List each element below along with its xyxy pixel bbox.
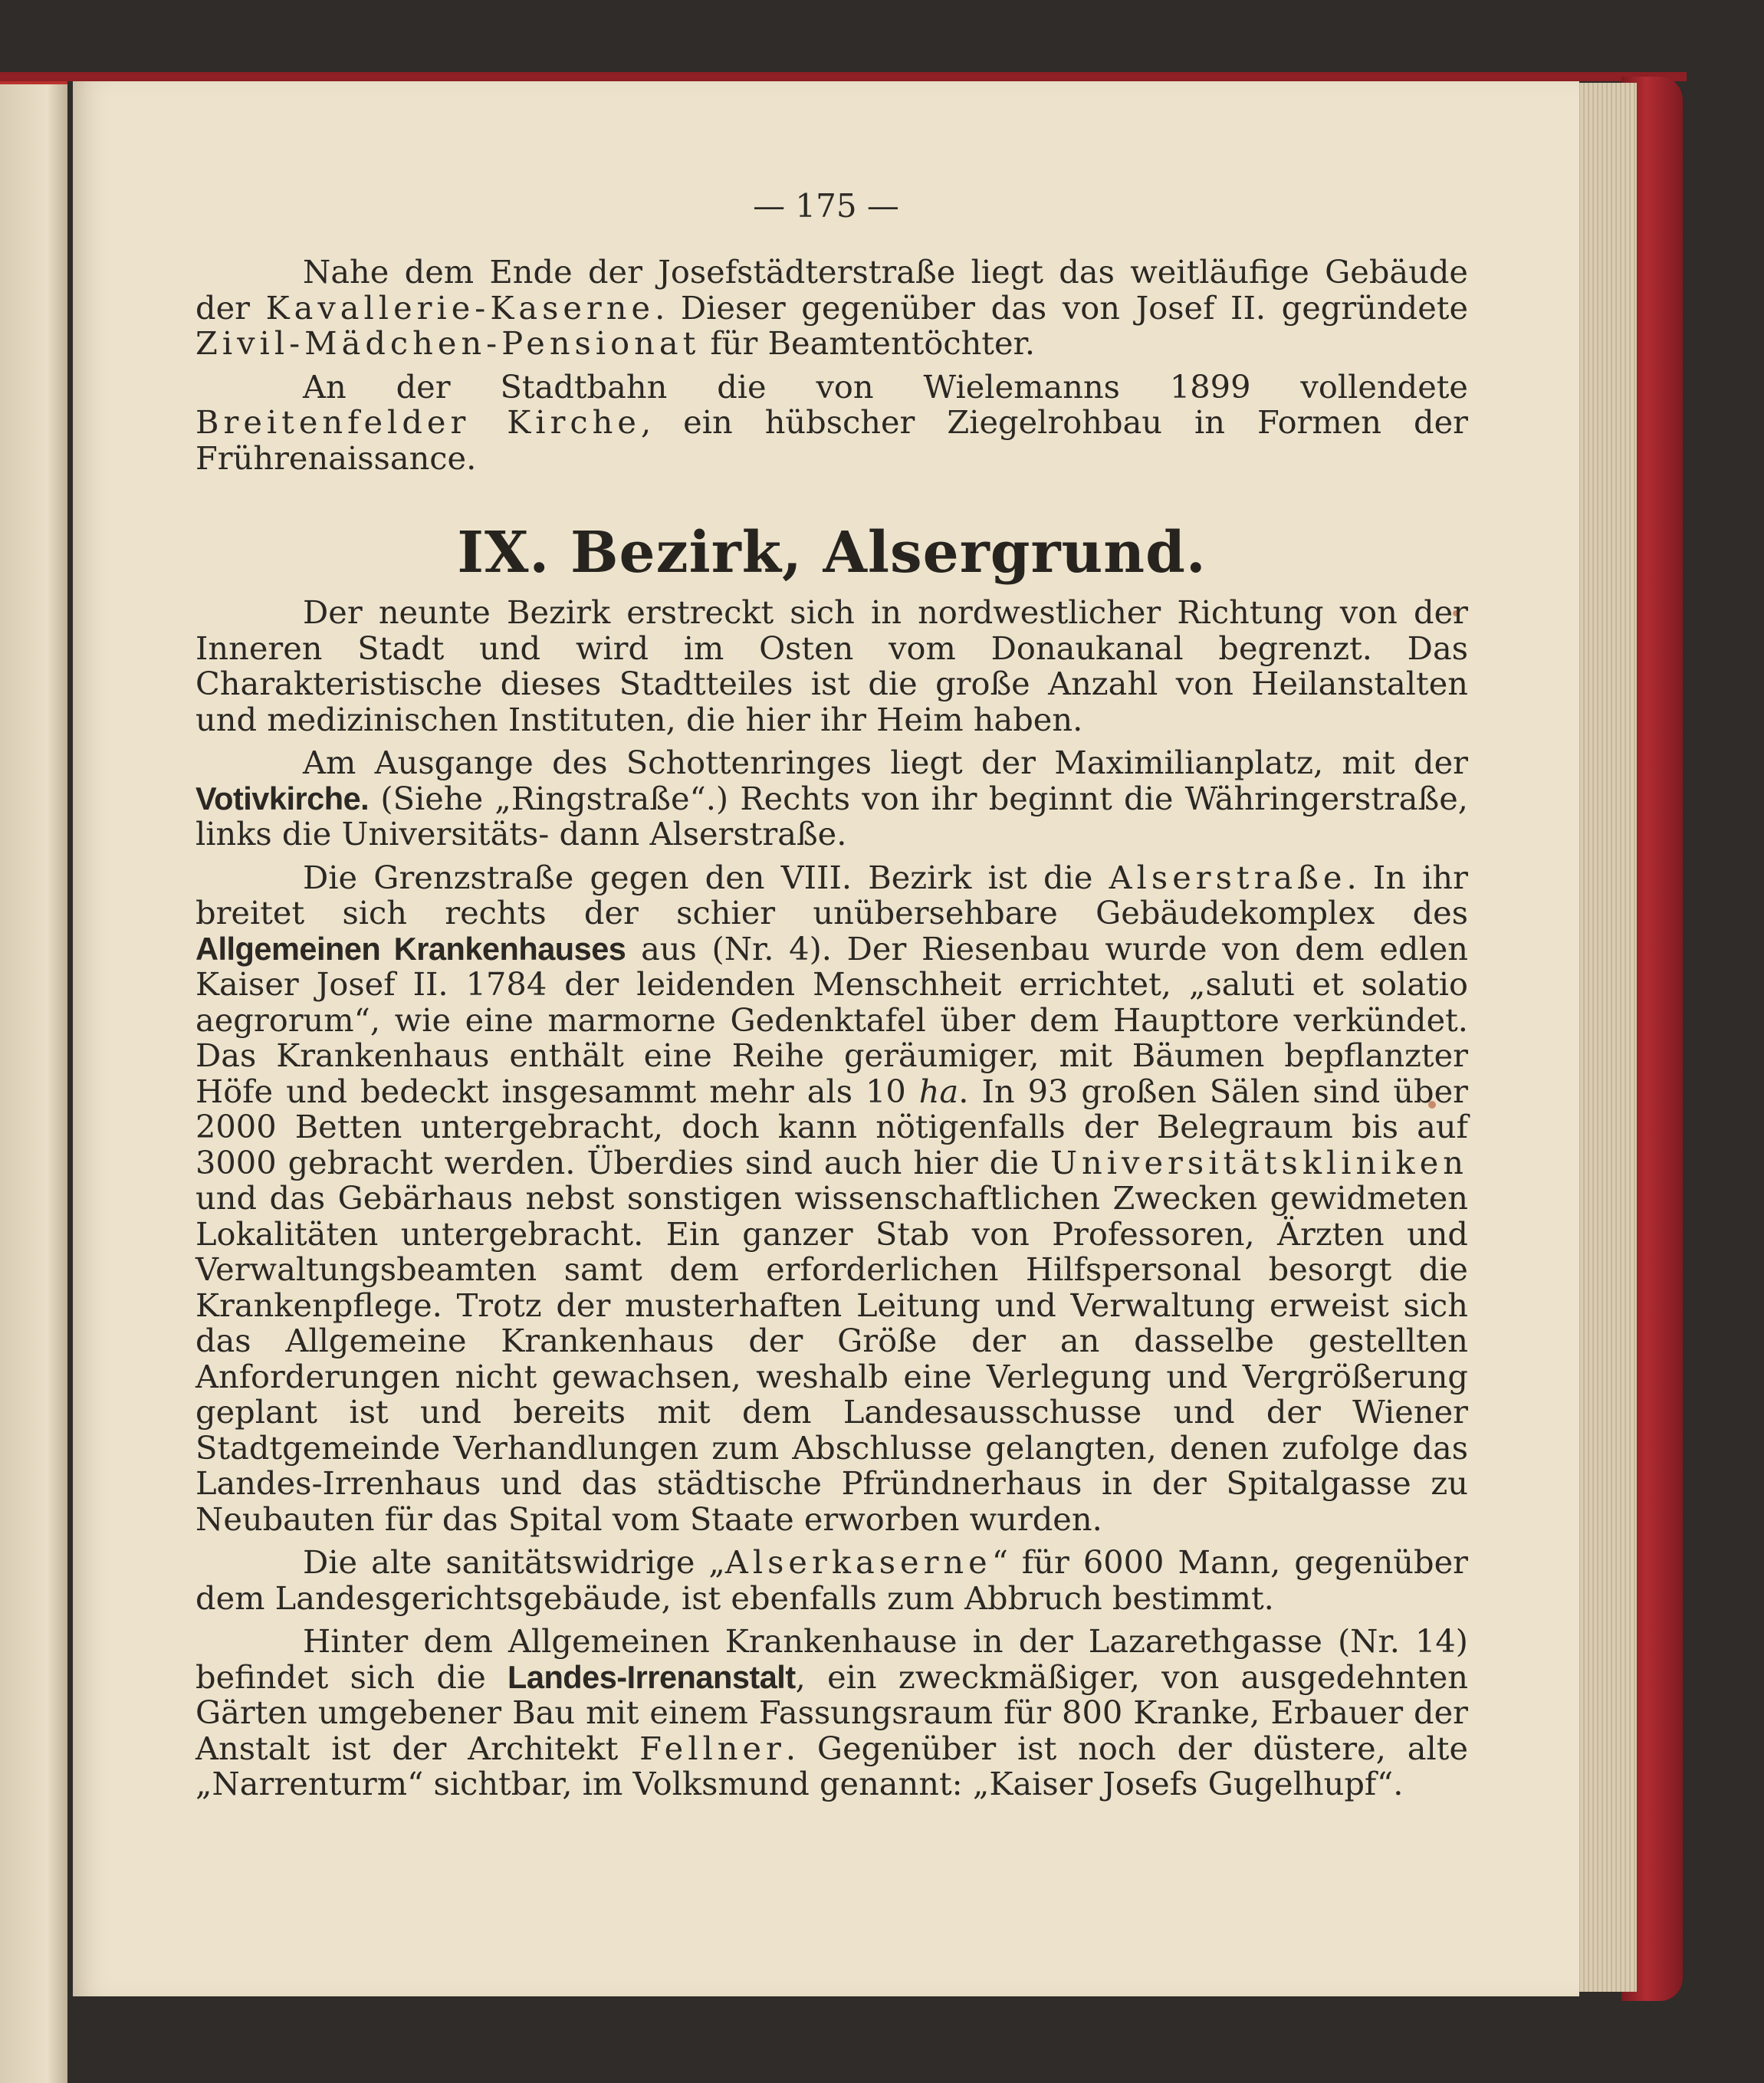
- paragraph: [195, 1624, 1468, 1802]
- text-run: . In 93 großen Sälen sind über 2000 Betten untergebracht, doch kann nötigenfalls der Belegraum bis auf 3000 gebracht werden. Überdies sind auch hier die: [195, 1072, 1469, 1181]
- bold-term: Allgemeinen Krankenhauses: [195, 930, 626, 967]
- page-stack: [1572, 83, 1637, 1992]
- spaced-term: Breitenfelder Kirche: [195, 403, 641, 441]
- text-run: . In ihr breitet sich rechts der schier unübersehbare Gebäudekomplex des: [195, 858, 1468, 931]
- text-run: . Dieser gegenüber das von Josef II. gegründete: [655, 288, 1468, 327]
- text-run: (Siehe „Ringstraße“.) Rechts von ihr beginnt die Währingerstraße, links die Universitäts- dann Alserstraße.: [195, 779, 1468, 853]
- text-run: Nahe dem Ende der Josefstädterstraße liegt das weitläufige Gebäude der: [195, 253, 1468, 327]
- text-run: Der neunte Bezirk erstreckt sich in nordwestlicher Richtung von der Inneren Stadt und wird im Osten vom Donaukanal begrenzt. Das Charakteristische dieses Stadtteiles ist die große Anzahl von Heilanstalten und medizinischen Instituten, die hier ihr Heim haben.: [195, 593, 1468, 738]
- text-run: Hinter dem Allgemeinen Krankenhause in der Lazarethgasse (Nr. 14) befindet sich die: [195, 1622, 1468, 1696]
- cover-top-edge: [0, 72, 1687, 81]
- text-run: und das Gebärhaus nebst sonstigen wissenschaftlichen Zwecken gewidmeten Lokalitäten untergebracht. Ein ganzer Stab von Professoren, Ärzten und Verwaltungsbeamten samt dem erforderlichen Hilfspersonal besorgt die Krankenpflege. Trotz der musterhaften Leitung und Verwaltung erweist sich das Allgemeine Krankenhaus der Größe der an dasselbe gestellten Anforderungen nicht gewachsen, weshalb eine Verlegung und Vergrößerung geplant ist und bereits mit dem Landesausschusse und der Wiener Stadtgemeinde Verhandlungen zum Abschlusse gelangten, denen zufolge das Landes-Irrenhaus und das städtische Pfründnerhaus in der Spitalgasse zu Neubauten für das Spital vom Staate erworben wurden.: [195, 1179, 1468, 1538]
- text-run: “ für 6000 Mann, gegenüber dem Landesgerichtsgebäude, ist ebenfalls zum Abbruch bestimmt.: [195, 1543, 1469, 1617]
- text-run: An der Stadtbahn die von Wielemanns 1899 vollendete: [303, 367, 1468, 406]
- section-heading: IX. Bezirk, Alsergrund.: [457, 520, 1207, 586]
- paragraph: [195, 860, 1468, 1538]
- text-run: . Gegenüber ist noch der düstere, alte „Narrenturm“ sichtbar, im Volksmund genannt: „Kaiser Josefs Gugelhupf“.: [195, 1729, 1468, 1802]
- left-page-edge: [0, 77, 67, 2083]
- bold-term: Landes-Irrenanstalt: [508, 1658, 796, 1695]
- paragraph: [195, 745, 1468, 853]
- spaced-term: Alserkaserne: [724, 1543, 992, 1581]
- spaced-term: Universitätskliniken: [1050, 1143, 1468, 1181]
- text-run: Die Grenzstraße gegen den VIII. Bezirk ist die: [303, 858, 1109, 896]
- text-run: , ein zweckmäßiger, von ausgedehnten Gärten umgebener Bau mit einem Fassungsraum für 800 Kranke, Erbauer der Anstalt ist der Architekt: [195, 1658, 1468, 1767]
- text-run: Die alte sanitätswidrige „: [303, 1543, 725, 1581]
- paragraph: [195, 255, 1468, 362]
- paragraph: [195, 367, 1468, 477]
- spaced-term: Fellner: [639, 1729, 786, 1767]
- book-page: [73, 81, 1579, 1996]
- spaced-term: Zivil-Mädchen-Pensionat: [195, 324, 701, 362]
- paragraph: [195, 595, 1468, 738]
- spaced-term: Kavallerie-Kaserne: [265, 288, 655, 327]
- text-run: für Beamtentöchter.: [700, 324, 1036, 362]
- bold-term: Votivkirche.: [195, 780, 370, 816]
- page-text: [195, 255, 1468, 1802]
- text-run: , ein hübscher Ziegelrohbau in Formen der Frührenaissance.: [195, 403, 1468, 477]
- italic-unit: ha: [918, 1072, 959, 1110]
- text-run: Am Ausgange des Schottenringes liegt der Maximilianplatz, mit der: [303, 744, 1468, 781]
- page-number: — 175 —: [753, 187, 899, 225]
- paragraph: [195, 1545, 1468, 1616]
- spaced-term: Alserstraße: [1109, 858, 1347, 896]
- text-run: aus (Nr. 4). Der Riesenbau wurde von dem edlen Kaiser Josef II. 1784 der leidenden Menschheit errichtet, „saluti et solatio aegrorum“, wie eine marmorne Gedenktafel über dem Haupttore verkündet. Das Krankenhaus enthält eine Reihe geräumiger, mit Bäumen bepflanzter Höfe und bedeckt insgesammt mehr als 10: [195, 929, 1469, 1110]
